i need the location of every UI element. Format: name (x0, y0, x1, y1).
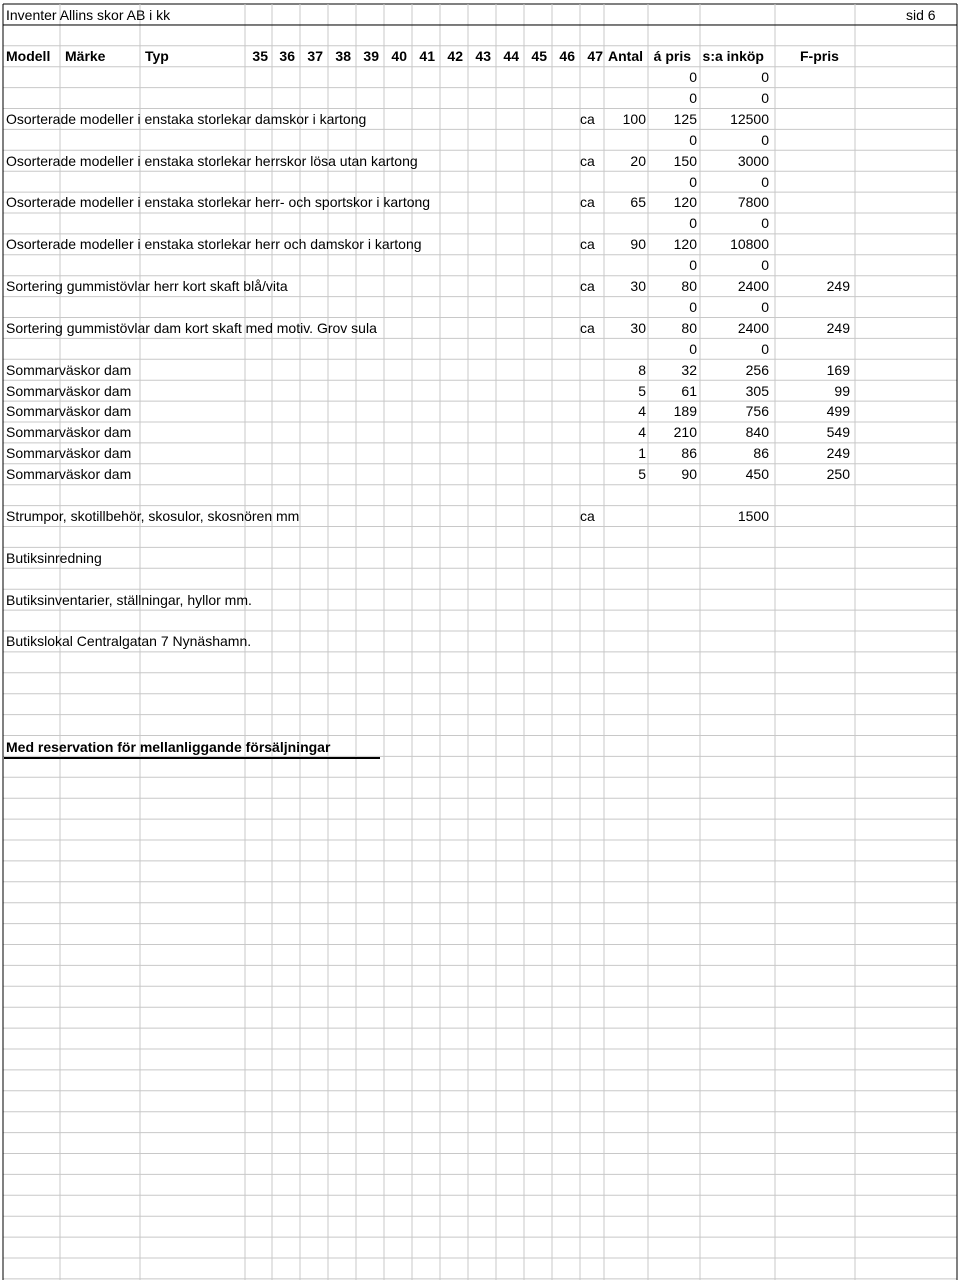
row-antal: 4 (638, 424, 646, 440)
row-description: Sortering gummistövlar herr kort skaft blå/vita (6, 278, 288, 294)
row-a-pris: 32 (681, 362, 697, 378)
row-ca-marker: ca (580, 508, 595, 524)
row-antal: 65 (630, 194, 646, 210)
row-f-pris: 250 (826, 466, 850, 482)
header-size-41: 41 (419, 48, 435, 64)
row-summa-inkop: 12500 (730, 111, 769, 127)
row-a-pris: 80 (681, 278, 697, 294)
row-a-pris: 61 (681, 383, 697, 399)
row-a-pris: 150 (673, 153, 697, 169)
header-antal: Antal (608, 48, 643, 64)
header-f-pris: F-pris (800, 48, 839, 64)
row-antal: 100 (622, 111, 646, 127)
row-description: Osorterade modeller i enstaka storlekar herr- och sportskor i kartong (6, 194, 431, 210)
row-a-pris: 0 (689, 174, 697, 190)
header-size-43: 43 (475, 48, 491, 64)
header-size-35: 35 (252, 48, 268, 64)
row-a-pris: 0 (689, 132, 697, 148)
row-a-pris: 0 (689, 215, 697, 231)
header-summa-inkop: s:a inköp (702, 48, 764, 64)
row-summa-inkop: 3000 (737, 153, 769, 169)
row-f-pris: 249 (826, 278, 850, 294)
row-f-pris: 499 (826, 403, 850, 419)
row-summa-inkop: 0 (761, 69, 769, 85)
row-f-pris: 99 (834, 383, 850, 399)
row-description: Sommarväskor dam (6, 445, 132, 461)
row-ca-marker: ca (580, 111, 595, 127)
page-number-label: sid 6 (906, 7, 936, 23)
row-f-pris: 249 (826, 320, 850, 336)
row-summa-inkop: 256 (745, 362, 769, 378)
page-title: Inventer Allins skor AB i kk (6, 7, 171, 23)
row-summa-inkop: 86 (753, 445, 769, 461)
row-summa-inkop: 2400 (737, 320, 769, 336)
row-ca-marker: ca (580, 278, 595, 294)
row-summa-inkop: 0 (761, 215, 769, 231)
row-summa-inkop: 0 (761, 299, 769, 315)
row-antal: 5 (638, 383, 646, 399)
row-a-pris: 120 (673, 236, 697, 252)
header-size-36: 36 (279, 48, 295, 64)
row-a-pris: 0 (689, 257, 697, 273)
row-summa-inkop: 0 (761, 90, 769, 106)
row-a-pris: 0 (689, 341, 697, 357)
row-ca-marker: ca (580, 320, 595, 336)
row-summa-inkop: 2400 (737, 278, 769, 294)
row-description: Sommarväskor dam (6, 466, 132, 482)
row-description: Strumpor, skotillbehör, skosulor, skosnören mm (6, 508, 300, 524)
reservation-note: Med reservation för mellanliggande försäljningar (6, 739, 331, 755)
row-antal: 8 (638, 362, 646, 378)
row-summa-inkop: 756 (745, 403, 769, 419)
row-description: Sommarväskor dam (6, 403, 132, 419)
row-description: Sommarväskor dam (6, 383, 132, 399)
row-antal: 90 (630, 236, 646, 252)
row-antal: 5 (638, 466, 646, 482)
row-description: Sommarväskor dam (6, 424, 132, 440)
header-size-40: 40 (391, 48, 407, 64)
row-a-pris: 0 (689, 299, 697, 315)
header-size-44: 44 (503, 48, 519, 64)
header-marke: Märke (65, 48, 106, 64)
row-a-pris: 120 (673, 194, 697, 210)
row-description: Sortering gummistövlar dam kort skaft med motiv. Grov sula (6, 320, 377, 336)
header-size-46: 46 (559, 48, 575, 64)
header-modell: Modell (6, 48, 51, 64)
row-f-pris: 169 (826, 362, 850, 378)
row-a-pris: 86 (681, 445, 697, 461)
row-antal: 30 (630, 278, 646, 294)
row-ca-marker: ca (580, 153, 595, 169)
row-a-pris: 189 (673, 403, 697, 419)
header-size-38: 38 (335, 48, 351, 64)
row-f-pris: 249 (826, 445, 850, 461)
row-antal: 4 (638, 403, 646, 419)
row-description: Butiksinredning (6, 550, 102, 566)
row-description: Osorterade modeller i enstaka storlekar herr och damskor i kartong (6, 236, 422, 252)
header-size-47: 47 (587, 48, 603, 64)
row-a-pris: 210 (673, 424, 697, 440)
header-typ: Typ (145, 48, 169, 64)
header-size-37: 37 (307, 48, 323, 64)
row-f-pris: 549 (826, 424, 850, 440)
row-description: Butiksinventarier, ställningar, hyllor mm. (6, 592, 252, 608)
reservation-underline (4, 757, 380, 759)
row-a-pris: 90 (681, 466, 697, 482)
row-a-pris: 0 (689, 90, 697, 106)
row-summa-inkop: 0 (761, 257, 769, 273)
row-description: Sommarväskor dam (6, 362, 132, 378)
header-a-pris: á pris (653, 48, 691, 64)
header-size-39: 39 (363, 48, 379, 64)
row-summa-inkop: 10800 (730, 236, 769, 252)
row-summa-inkop: 7800 (737, 194, 769, 210)
row-antal: 1 (638, 445, 646, 461)
row-ca-marker: ca (580, 194, 595, 210)
row-description: Osorterade modeller i enstaka storlekar herrskor lösa utan kartong (6, 153, 418, 169)
row-description: Osorterade modeller i enstaka storlekar damskor i kartong (6, 111, 367, 127)
row-summa-inkop: 0 (761, 174, 769, 190)
row-summa-inkop: 0 (761, 132, 769, 148)
row-summa-inkop: 840 (745, 424, 769, 440)
row-summa-inkop: 0 (761, 341, 769, 357)
row-description: Butikslokal Centralgatan 7 Nynäshamn. (6, 633, 252, 649)
row-summa-inkop: 305 (745, 383, 769, 399)
row-ca-marker: ca (580, 236, 595, 252)
row-a-pris: 80 (681, 320, 697, 336)
row-summa-inkop: 1500 (737, 508, 769, 524)
row-antal: 30 (630, 320, 646, 336)
header-size-42: 42 (447, 48, 463, 64)
row-a-pris: 125 (673, 111, 697, 127)
row-antal: 20 (630, 153, 646, 169)
row-a-pris: 0 (689, 69, 697, 85)
header-size-45: 45 (531, 48, 547, 64)
row-summa-inkop: 450 (745, 466, 769, 482)
